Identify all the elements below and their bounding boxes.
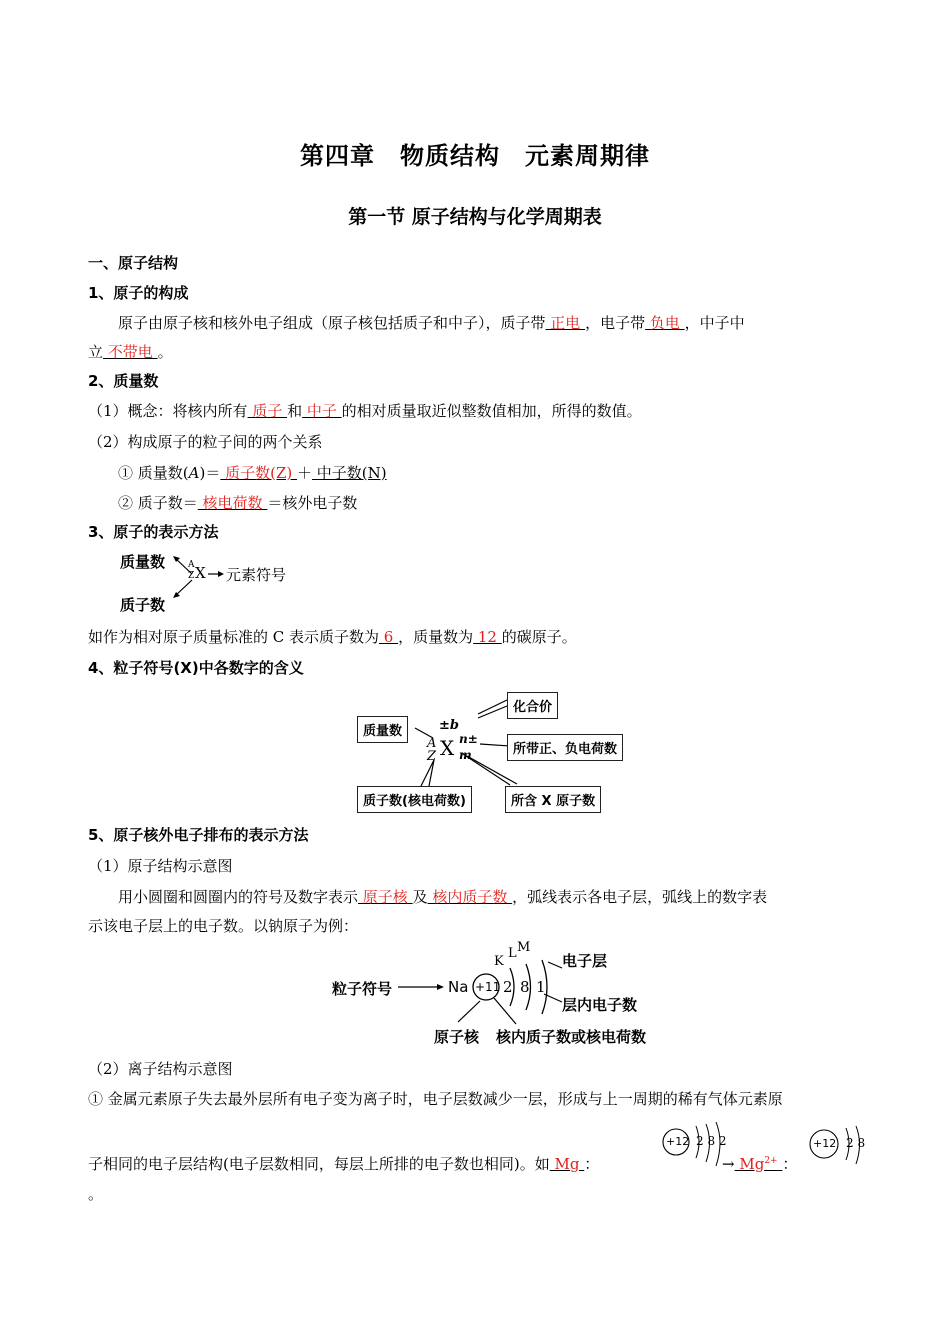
text: ： bbox=[782, 1155, 798, 1173]
text: 如作为相对原子质量标准的 C 表示质子数为 bbox=[88, 628, 380, 646]
na-shell2-count: 8 bbox=[520, 978, 530, 996]
fig-mass-number: 质量数 bbox=[120, 553, 166, 571]
mg-ion-charge: 2+ bbox=[764, 1156, 778, 1166]
text: ① 质量数( bbox=[118, 464, 189, 482]
paragraph-atom-composition-cont bbox=[88, 341, 173, 362]
label-nucleus: 原子核 bbox=[434, 1028, 480, 1046]
concept-line bbox=[88, 400, 642, 421]
na-symbol: Na bbox=[448, 978, 469, 996]
ion-paragraph-end: 。 bbox=[88, 1185, 104, 1203]
text: 的相对质量取近似整数值相加，所得的数值。 bbox=[341, 402, 642, 420]
answer-proton: 质子 bbox=[247, 402, 288, 420]
box-mass-number: 质量数 bbox=[357, 716, 408, 743]
relation-1 bbox=[118, 462, 387, 483]
label-shell-electron-count: 层内电子数 bbox=[562, 996, 638, 1014]
heading-particle-symbol: 4、粒子符号(X)中各数字的含义 bbox=[88, 659, 304, 677]
answer-6: 6 bbox=[379, 628, 399, 646]
arrow: → bbox=[722, 1155, 735, 1173]
box-charge: 所带正、负电荷数 bbox=[507, 734, 623, 761]
chapter-title: 第四章 物质结构 元素周期律 bbox=[300, 142, 650, 170]
text: ＝核外电子数 bbox=[267, 494, 358, 512]
text: ，中子中 bbox=[684, 314, 745, 332]
text: ，电子带 bbox=[585, 314, 646, 332]
box-proton-number: 质子数(核电荷数) bbox=[357, 786, 472, 813]
text: 。 bbox=[157, 343, 173, 361]
text: 立 bbox=[88, 343, 104, 361]
answer-positive: 正电 bbox=[545, 314, 586, 332]
sym-A: A bbox=[427, 736, 437, 751]
answer-proton-count: 核内质子数 bbox=[427, 888, 513, 906]
shell-M: M bbox=[517, 940, 531, 955]
label-particle-symbol: 粒子符号 bbox=[332, 980, 393, 998]
var-A: A bbox=[188, 464, 200, 482]
heading-atom-composition: 1、原子的构成 bbox=[88, 284, 189, 302]
answer-nucleus: 原子核 bbox=[358, 888, 413, 906]
text: ，质量数为 bbox=[398, 628, 474, 646]
ion-diagram-heading: （2）离子结构示意图 bbox=[88, 1060, 233, 1078]
text: 原子由原子核和核外电子组成（原子核包括质子和中子），质子带 bbox=[118, 314, 546, 332]
mg-electrons: 2 8 2 bbox=[696, 1134, 727, 1148]
heading-electron-config: 5、原子核外电子排布的表示方法 bbox=[88, 826, 309, 844]
answer-neutral: 不带电 bbox=[103, 343, 158, 361]
box-atom-count: 所含 X 原子数 bbox=[505, 786, 601, 813]
text: 用小圆圈和圆圈内的符号及数字表示 bbox=[118, 888, 359, 906]
text: （1）概念：将核内所有 bbox=[88, 402, 248, 420]
shell-L: L bbox=[508, 946, 517, 961]
na-nucleus: +11 bbox=[475, 980, 501, 994]
heading-representation: 3、原子的表示方法 bbox=[88, 523, 219, 541]
text: )＝ bbox=[199, 464, 221, 482]
carbon-paragraph bbox=[88, 626, 577, 647]
fig-symbol: X bbox=[195, 564, 206, 582]
relation-heading: （2）构成原子的粒子间的两个关系 bbox=[88, 433, 323, 451]
fig-sup: A bbox=[188, 560, 195, 570]
sym-X: X bbox=[440, 736, 455, 760]
particle-symbol-figure bbox=[355, 688, 635, 814]
relation-2 bbox=[118, 492, 357, 513]
label-nuclear-protons: 核内质子数或核电荷数 bbox=[496, 1028, 647, 1046]
mg-atom-diagram bbox=[660, 1122, 730, 1172]
heading-mass-number: 2、质量数 bbox=[88, 372, 159, 390]
atomic-diagram-paragraph bbox=[118, 886, 767, 907]
atomic-diagram-paragraph-cont: 示该电子层上的电子数。以钠原子为例： bbox=[88, 917, 359, 935]
mg-ion-diagram bbox=[806, 1122, 868, 1172]
text: ： bbox=[584, 1155, 600, 1173]
answer-neutron: 中子 bbox=[302, 402, 342, 420]
box-valence: 化合价 bbox=[507, 692, 558, 719]
answer-mg: Mg bbox=[549, 1155, 585, 1173]
text: 和 bbox=[287, 402, 303, 420]
heading-atomic-structure: 一、原子结构 bbox=[88, 254, 179, 272]
text: 的碳原子。 bbox=[501, 628, 577, 646]
ion-arrow-line bbox=[722, 1153, 797, 1174]
notation-figure bbox=[118, 546, 308, 614]
mg-ion-symbol: Mg bbox=[734, 1155, 765, 1173]
sym-Z: Z bbox=[427, 749, 437, 764]
fig-element-symbol: 元素符号 bbox=[226, 566, 287, 584]
text: 子相同的电子层结构(电子层数相同，每层上所排的电子数也相同)。如 bbox=[88, 1155, 550, 1173]
text: ，弧线表示各电子层，弧线上的数字表 bbox=[512, 888, 768, 906]
text: 及 bbox=[412, 888, 428, 906]
text: ＋ bbox=[297, 464, 313, 482]
ion-paragraph-2 bbox=[88, 1153, 599, 1174]
sym-pm-b: ±b bbox=[439, 718, 459, 733]
fig-sub: Z bbox=[188, 571, 195, 581]
ion-paragraph-1: ① 金属元素原子失去最外层所有电子变为离子时，电子层数减少一层，形成与上一周期的稀有气体元素原 bbox=[88, 1090, 783, 1108]
sodium-diagram bbox=[330, 940, 670, 1048]
na-shell1-count: 2 bbox=[503, 978, 513, 996]
fig-proton-number: 质子数 bbox=[120, 596, 166, 614]
answer-mg-ion bbox=[735, 1155, 783, 1173]
answer-12: 12 bbox=[473, 628, 502, 646]
mg-ion-electrons: 2 8 bbox=[846, 1136, 866, 1150]
answer-nuclear-charge: 核电荷数 bbox=[197, 494, 268, 512]
sym-n-pm: n± bbox=[459, 732, 478, 746]
shell-K: K bbox=[494, 954, 504, 969]
mg-ion-nucleus: +12 bbox=[813, 1137, 837, 1150]
paragraph-atom-composition bbox=[118, 312, 745, 333]
answer-negative: 负电 bbox=[645, 314, 685, 332]
mg-nucleus: +12 bbox=[666, 1135, 690, 1148]
text: ② 质子数＝ bbox=[118, 494, 198, 512]
na-shell3-count: 1 bbox=[536, 978, 546, 996]
answer-proton-number: 质子数(Z) bbox=[220, 464, 297, 482]
section-title: 第一节 原子结构与化学周期表 bbox=[348, 206, 602, 228]
neutron-number: 中子数(N) bbox=[312, 464, 387, 482]
atomic-diagram-heading: （1）原子结构示意图 bbox=[88, 857, 233, 875]
label-electron-shell: 电子层 bbox=[562, 952, 608, 970]
sym-m: m bbox=[459, 748, 472, 762]
